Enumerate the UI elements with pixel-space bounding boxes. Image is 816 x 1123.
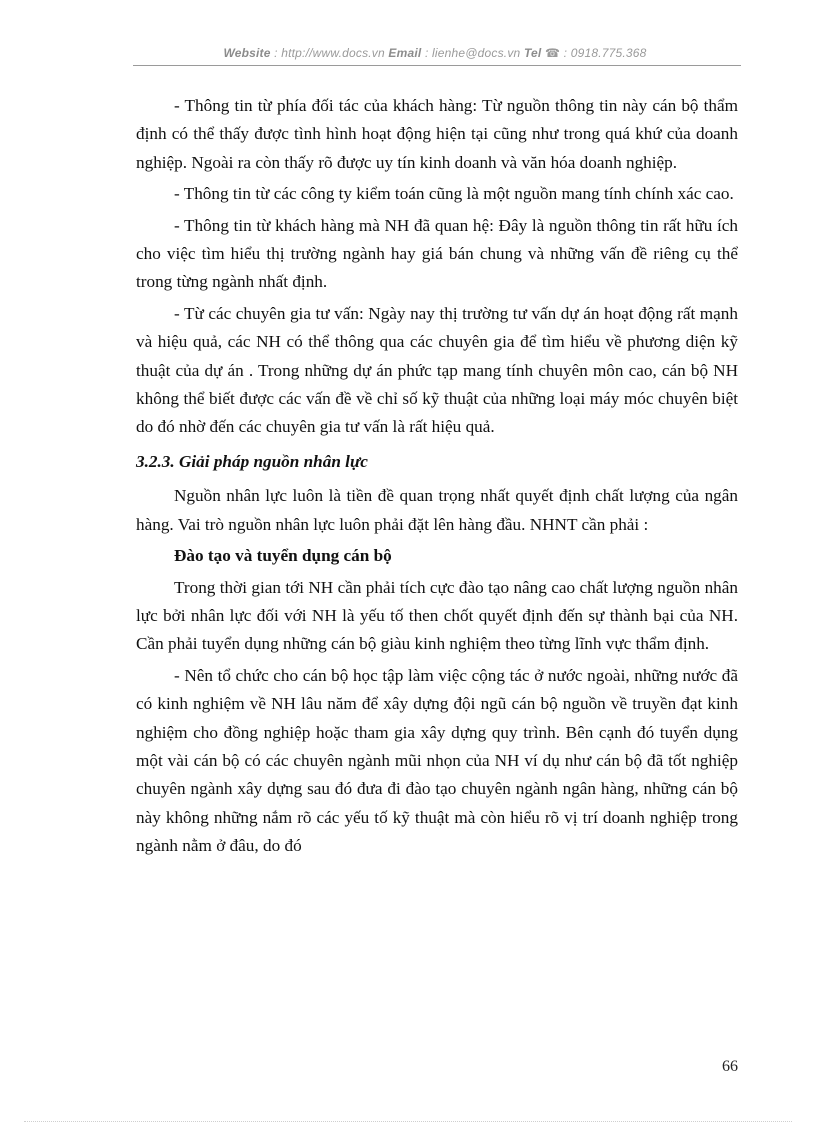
email-label: Email: [388, 46, 422, 60]
email-value: : lienhe@docs.vn: [421, 46, 524, 60]
tel-value: ☎ : 0918.775.368: [541, 46, 647, 60]
paragraph-partner-info: - Thông tin từ phía đối tác của khách hàng: Từ nguồn thông tin này cán bộ thẩm định có thể thấy được tình hình hoạt động hiện tại cũng như trong quá khứ của doanh nghiệp. Ngoài ra còn thấy rõ được uy tín kinh doanh và văn hóa doanh nghiệp.: [136, 96, 738, 172]
website-value: : http://www.docs.vn: [270, 46, 389, 60]
paragraph-audit-info: - Thông tin từ các công ty kiểm toán cũng là một nguồn mang tính chính xác cao.: [174, 184, 734, 204]
paragraph-overseas: - Nên tổ chức cho cán bộ học tập làm việc cộng tác ở nước ngoài, những nước đã có kinh nghiệm về NH lâu năm để xây dựng đội ngũ cán bộ nguồn về truyền đạt kinh nghiệm cho đồng nghiệp hoặc tham gia xây dựng quy trình. Bên cạnh đó tuyển dụng một vài cán bộ có các chuyên ngành mũi nhọn của NH ví dụ như cán bộ đã tốt nghiệp chuyên ngành xây dựng sau đó đưa đi đào tạo chuyên ngành ngân hàng, những cán bộ này không những nắm rõ các yếu tố kỹ thuật mà còn hiểu rõ vị trí doanh nghiệp trong ngành nằm ở đâu, do đó: [136, 665, 738, 856]
header-divider: [133, 65, 741, 66]
paragraph-training: Trong thời gian tới NH cần phải tích cực đào tạo nâng cao chất lượng nguồn nhân lực bởi nhân lực đối với NH là yếu tố then chốt quyết định đến sự thành bại của NH. Cần phải tuyển dụng những cán bộ giàu kinh nghiệm theo từng lĩnh vực thẩm định.: [136, 577, 738, 654]
tel-label: Tel: [523, 46, 542, 60]
subsection-heading: Đào tạo và tuyển dụng cán bộ: [174, 546, 392, 566]
website-label: Website: [223, 46, 271, 60]
footer-divider: [24, 1121, 792, 1122]
paragraph-hr-intro: Nguồn nhân lực luôn là tiền đề quan trọng nhất quyết định chất lượng của ngân hàng. Vai trò nguồn nhân lực luôn phải đặt lên hàng đầu. NHNT cần phải :: [136, 486, 738, 534]
page-header: [130, 46, 740, 60]
paragraph-consultants: - Từ các chuyên gia tư vấn: Ngày nay thị trường tư vấn dự án hoạt động rất mạnh và hiệu quả, các NH có thể thông qua các chuyên gia để tìm hiểu về phương diện kỹ thuật của dự án . Trong những dự án phức tạp mang tính chuyên môn cao, cán bộ NH không thể biết được các vấn đề về chỉ số kỹ thuật của những loại máy móc chuyên biệt do đó nhờ đến các chuyên gia tư vấn là rất hiệu quả.: [136, 303, 738, 437]
section-heading: 3.2.3. Giải pháp nguồn nhân lực: [136, 451, 368, 471]
page-number: 66: [722, 1058, 738, 1075]
document-body: [136, 92, 738, 864]
paragraph-client-info: - Thông tin từ khách hàng mà NH đã quan hệ: Đây là nguồn thông tin rất hữu ích cho việc tìm hiểu thị trường ngành hay giá bán chung và những vấn đề riêng cụ thể trong từng ngành nhất định.: [136, 215, 738, 292]
